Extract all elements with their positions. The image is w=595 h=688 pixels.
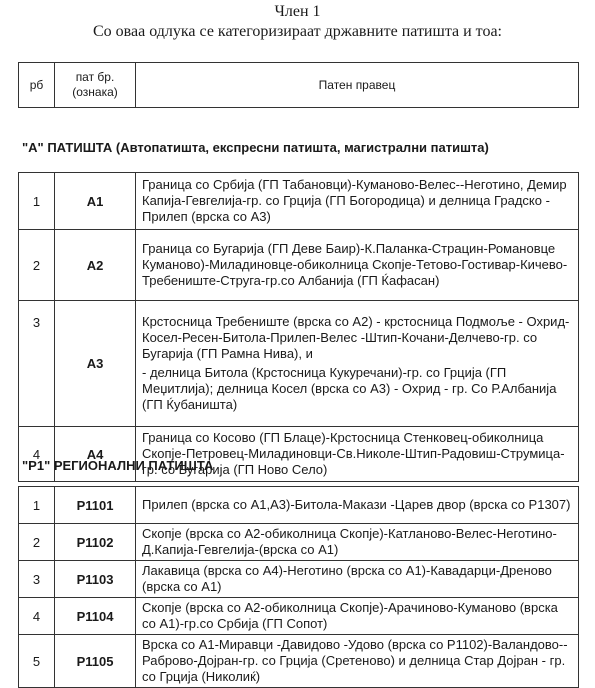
table-row [19,487,579,524]
section-a-title: "А" ПАТИШТА (Автопатишта, експресни патишта, магистрални патишта) [22,140,489,155]
row-number: 2 [19,524,55,561]
road-code: А4 [55,427,136,482]
row-number: 3 [19,561,55,598]
intro-text: Со оваа одлука се категоризираат државните патишта и тоа: [93,23,502,40]
row-number: 2 [19,230,55,301]
route-description: Скопје (врска со А2-обиколница Скопје)-Катланово-Велес-Неготино-Д.Капија-Гевгелија-(врска со А1) [136,524,579,561]
header-road-number [55,63,136,108]
row-number: 5 [19,635,55,688]
table-row [19,561,579,598]
route-main: Крстосница Требениште (врска со А2) - крстосница Подмоље - Охрид- Косел-Ресен-Битола-Прилеп-Велес -Штип-Кочани-Делчево-гр. со Бугарија (ГП Рамна Нива), и [142,314,570,361]
route-description: Граница со Косово (ГП Блаце)-Крстосница Стенковец-обиколница Скопје-Петровец-Миладиновци-Св.Николе-Штип-Радовиш-Струмица-гр. со Бугарија (ГП Ново Село) [136,427,579,482]
row-number: 4 [19,427,55,482]
header-road-number-line1: пат бр. [75,70,115,84]
row-number: 3 [19,301,55,427]
table-row [19,173,579,230]
road-code: Р1105 [55,635,136,688]
section-r1-title: "Р1" РЕГИОНАЛНИ ПАТИШТА [22,458,214,473]
section-r1-table [18,486,579,688]
road-code: Р1102 [55,524,136,561]
table-row [19,598,579,635]
route-description: Скопје (врска со А2-обиколница Скопје)-Арачиново-Куманово (врска со А1)-гр.со Србија (ГП Сопот) [136,598,579,635]
road-code: Р1103 [55,561,136,598]
table-row [19,230,579,301]
table-row [19,635,579,688]
route-description: Граница со Бугарија (ГП Деве Баир)-К.Паланка-Страцин-Романовце Куманово)-Миладиновце-обиколница Скопје-Тетово-Гостивар-Кичево- Требениште-Струга-гр.со Албанија (ГП Ќафасан) [136,230,579,301]
road-code: Р1101 [55,487,136,524]
road-code: А2 [55,230,136,301]
section-a-table [18,172,579,482]
header-rb: рб [19,63,55,108]
road-code: А1 [55,173,136,230]
road-code: Р1104 [55,598,136,635]
article-heading: Член 1 [274,3,321,20]
road-code: А3 [55,301,136,427]
table-row [19,427,579,482]
header-route: Патен правец [136,63,579,108]
row-number: 1 [19,487,55,524]
route-description [136,301,579,427]
header-road-number-line2: (ознака) [72,85,118,99]
row-number: 1 [19,173,55,230]
row-number: 4 [19,598,55,635]
route-branch: - делница Битола (Крстосница Кукуречани)-гр. со Грција (ГП Меџитлија); делница Косел (врска со А3) - Охрид - гр. Со Р.Албанија (ГП Ќубаништа) [142,365,557,412]
table-row [19,301,579,427]
route-description: Лакавица (врска со А4)-Неготино (врска со А1)-Кавадарци-Дреново (врска со А1) [136,561,579,598]
route-description: Прилеп (врска со А1,А3)-Битола-Макази -Царев двор (врска со Р1307) [136,487,579,524]
route-description: Врска со А1-Миравци -Давидово -Удово (врска со Р1102)-Валандово--Раброво-Дојран-гр. со Грција (Сретеново) и делница Стар Дојран - гр. со Грција (Николиќ) [136,635,579,688]
table-header [18,62,579,108]
route-description: Граница со Србија (ГП Табановци)-Куманово-Велес--Неготино, Демир Капија-Гевгелија-гр. со Грција (ГП Богородица) и делница Градско - Прилеп (врска со А3) [136,173,579,230]
table-row [19,524,579,561]
